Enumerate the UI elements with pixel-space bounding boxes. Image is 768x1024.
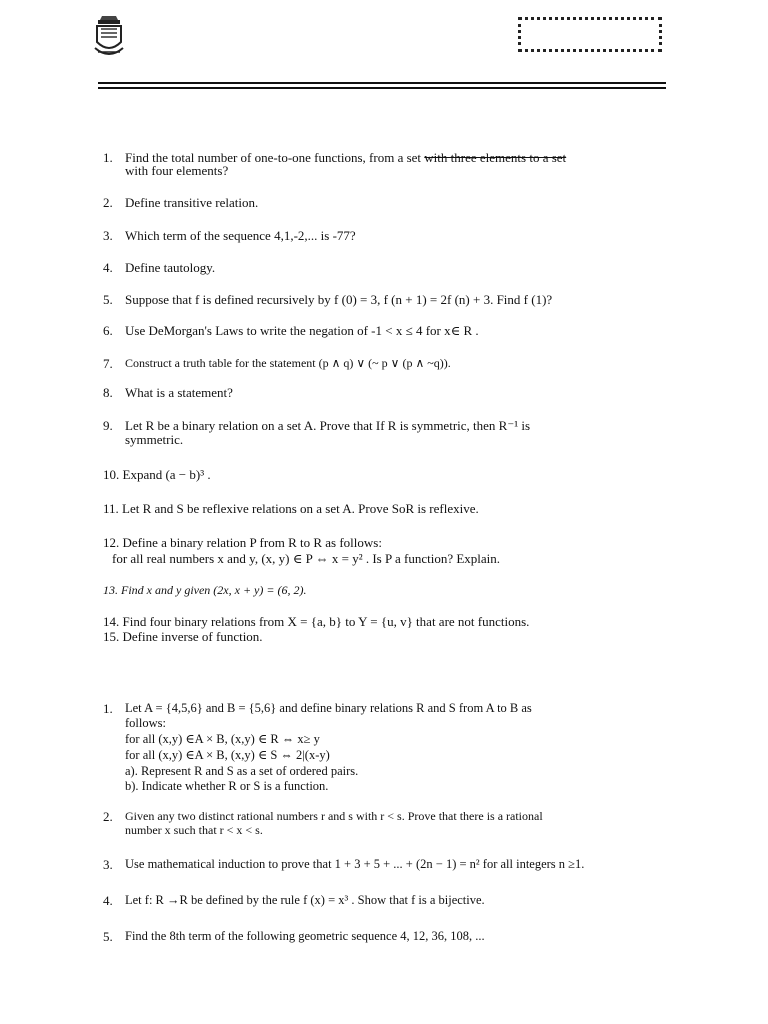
header-rule-bottom — [98, 87, 666, 89]
university-crest-icon — [92, 14, 126, 60]
question-a1-line1b: with three elements to a set — [424, 150, 567, 165]
header-rule-top — [98, 82, 666, 84]
roll-number-box — [518, 17, 662, 52]
exam-page: 1. Find the total number of one-to-one functions, from a set with three elements to a set with four elements? 2. Define transitive relation. 3. Which term of the sequence 4,1,-2,... is -77? 4. Define tautology. 5. Suppose that f is defined recursively by f (0) = 3, f (n + 1) = 2f (n) + 3. Find f (1)? 6. Use DeMorgan's Laws to write the negation of -1 < x ≤ 4 for x∈ R . 7. Construct a truth table for the statement (p ∧ q) ∨ (~ p ∨ (p ∧ ~q)). 8. What is a statement? 9. Let R be a binary relation on a set A. Prove that If R is symmetric, then R⁻¹ is symmetric. 10. Expand (a − b)³ . 11. Let R and S be reflexive relations on a set A. Prove SoR is reflexive. 12. Define a binary relation P from R to R as follows: for all real numbers x and y, (x, y) ∈ P ⇔ x = y² . Is P a function? Explain. 13. Find x and y given (2x, x + y) = (6, 2). 14. Find four binary relations from X = {a, b} to Y = {u, v} that are not functions. 15. Define inverse of function. 1. Let A = {4,5,6} and B = {5,6} and define binary relations R and S from A to B as follows: for all (x,y) ∈A × B, (x,y) ∈ R ⇔ x≥ y for all (x,y) ∈A × B, (x,y) ∈ S ⇔ 2|(x-y) a). Represent R and S as a set of ordered pairs. b). Indicate whether R or S is a function. 2. Given any two distinct rational numbers r and s with r < s. Prove that there is a rational number x such that r < x < s. 3. Use mathematical induction to prove that 1 + 3 + 5 + ... + (2n − 1) = n² for all integers n ≥1. 4. Let f: R →R be defined by the rule f (x) = x³ . Show that f is a bijective. 5. Find the 8th term of the following geometric sequence 4, 12, 36, 108, ... — [0, 0, 768, 1024]
question-a1-line2: with four elements? — [125, 163, 229, 178]
question-a1-line1a: Find the total number of one-to-one functions, from a set — [125, 150, 425, 165]
